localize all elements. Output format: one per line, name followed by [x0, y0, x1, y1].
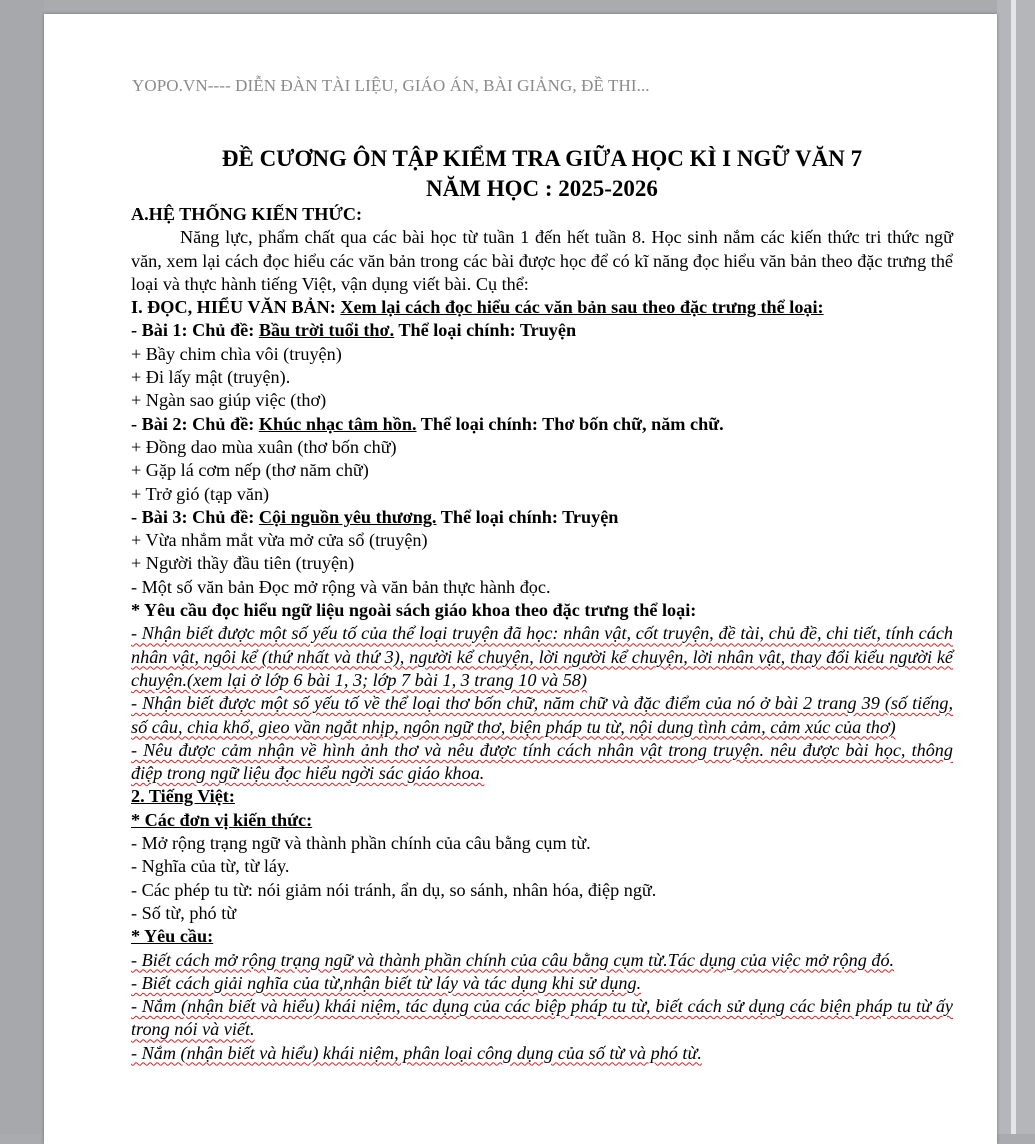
lesson1-item: + Bầy chim chìa vôi (truyện)	[131, 343, 342, 364]
page-header: YOPO.VN---- DIỄN ĐÀN TÀI LIỆU, GIÁO ÁN, BÀI GIẢNG, ĐỀ THI...	[132, 76, 650, 95]
lesson2-item: + Đồng dao mùa xuân (thơ bốn chữ)	[131, 436, 397, 457]
lesson1-item: + Đi lấy mật (truyện).	[131, 367, 291, 388]
intro-paragraph: Năng lực, phẩm chất qua các bài học từ tuần 1 đến hết tuần 8. Học sinh nắm các kiến thức tri thức ngữ văn, xem lại cách đọc hiểu các văn bản trong các bài được học để có kĩ năng đọc hiểu văn bản theo đặc trưng thể loại và thực hành tiếng Việt, vận dụng viết bài. Cụ thể:	[131, 227, 953, 294]
lesson3-item: + Người thầy đầu tiên (truyện)	[131, 553, 355, 574]
req-heading: * Yêu cầu:	[131, 926, 214, 947]
document-body	[131, 203, 953, 1065]
part1-text: Xem lại cách đọc hiểu các văn bản sau theo đặc trưng thể loại:	[340, 297, 824, 318]
part2-heading: 2. Tiếng Việt:	[131, 786, 235, 807]
lesson1-genre: Thể loại chính: Truyện	[398, 320, 577, 341]
lesson2-prefix: - Bài 2: Chủ đề:	[131, 413, 255, 434]
units-heading: * Các đơn vị kiến thức:	[131, 809, 313, 830]
vertical-scrollbar[interactable]	[997, 0, 1035, 1134]
lesson3-prefix: - Bài 3: Chủ đề:	[131, 506, 255, 527]
unit-item: - Nghĩa của từ, từ láy.	[131, 856, 290, 877]
left-margin-strip	[0, 0, 44, 1134]
lesson2-genre: Thể loại chính: Thơ bốn chữ, năm chữ.	[420, 413, 724, 434]
part1-label: I. ĐỌC, HIỂU VĂN BẢN:	[131, 297, 336, 318]
lesson2-topic: Khúc nhạc tâm hồn.	[258, 413, 417, 434]
lesson1-prefix: - Bài 1: Chủ đề:	[131, 320, 255, 341]
scrollbar-track[interactable]	[1011, 0, 1016, 1134]
lesson3-item: + Vừa nhắm mắt vừa mở cửa sổ (truyện)	[131, 530, 428, 551]
req-item: - Nắm (nhận biết và hiểu) khái niệm, phân loại công dụng của số từ và phó từ.	[131, 1042, 702, 1063]
lesson3-genre: Thể loại chính: Truyện	[440, 506, 619, 527]
unit-item: - Mở rộng trạng ngữ và thành phần chính của câu bằng cụm từ.	[131, 833, 591, 854]
doc-title-line2: NĂM HỌC : 2025-2026	[426, 176, 658, 201]
lesson2-item: + Gặp lá cơm nếp (thơ năm chữ)	[131, 460, 369, 481]
req-item: - Nắm (nhận biết và hiểu) khái niệm, tác dụng của các biệp pháp tu từ, biết cách sử dụng các biện pháp tu từ ấy trong nói và viết.	[131, 996, 953, 1040]
lesson2-heading	[131, 413, 953, 436]
unit-item: - Các phép tu từ: nói giảm nói tránh, ẩn dụ, so sánh, nhân hóa, điệp ngữ.	[131, 879, 657, 900]
lesson2-item: + Trở gió (tạp văn)	[131, 483, 270, 504]
reading-req-item: - Nêu được cảm nhận về hình ảnh thơ và nêu được tính cách nhân vật trong truyện. nêu được bài học, thông điệp trong ngữ liệu đọc hiểu ngời sác giáo khoa.	[131, 739, 953, 784]
lesson1-heading	[131, 319, 953, 342]
section-a-heading: A.HỆ THỐNG KIẾN THỨC:	[131, 204, 363, 224]
lesson1-topic: Bầu trời tuổi thơ.	[258, 320, 395, 341]
lesson3-heading	[131, 506, 953, 529]
lesson1-item: + Ngàn sao giúp việc (thơ)	[131, 390, 327, 411]
reading-req-item: - Nhận biết được một số yếu tố của thể loại truyện đã học: nhân vật, cốt truyện, đề tài, chủ đề, chi tiết, tính cách nhân vật, ngôi kể (thứ nhất và thứ 3), người kể chuyện, lời người kể chuyện, lời nhân vật, thay đổi kiểu người kể chuyện.(xem lại ở lớp 6 bài 1, 3; lớp 7 bài 1, 3 trang 10 và 58)	[131, 623, 953, 690]
req-item: - Biết cách mở rộng trạng ngữ và thành phần chính của câu bằng cụm từ.Tác dụng của việc mở rộng đó.	[131, 949, 895, 970]
lesson3-topic: Cội nguồn yêu thương.	[258, 506, 437, 527]
reading-req-heading: * Yêu cầu đọc hiểu ngữ liệu ngoài sách giáo khoa theo đặc trưng thể loại:	[131, 600, 697, 621]
doc-title-line1: ĐỀ CƯƠNG ÔN TẬP KIỂM TRA GIỮA HỌC KÌ I NGỮ VĂN 7	[221, 146, 863, 171]
lesson3-item: - Một số văn bản Đọc mở rộng và văn bản thực hành đọc.	[131, 576, 551, 597]
unit-item: - Số từ, phó từ	[131, 902, 237, 923]
part1-heading	[131, 296, 953, 319]
document-page	[44, 14, 997, 1144]
req-item: - Biết cách giải nghĩa của từ,nhận biết từ láy và tác dụng khi sử dụng.	[131, 972, 642, 993]
reading-req-item: - Nhận biết được một số yếu tố về thể loại thơ bốn chữ, năm chữ và đặc điểm của nó ở bài 2 trang 39 (số tiếng, số câu, chia khổ, gieo vần ngắt nhịp, ngôn ngữ thơ, biện pháp tu từ, nội dung tình cảm, cảm xúc của thơ)	[131, 693, 953, 737]
